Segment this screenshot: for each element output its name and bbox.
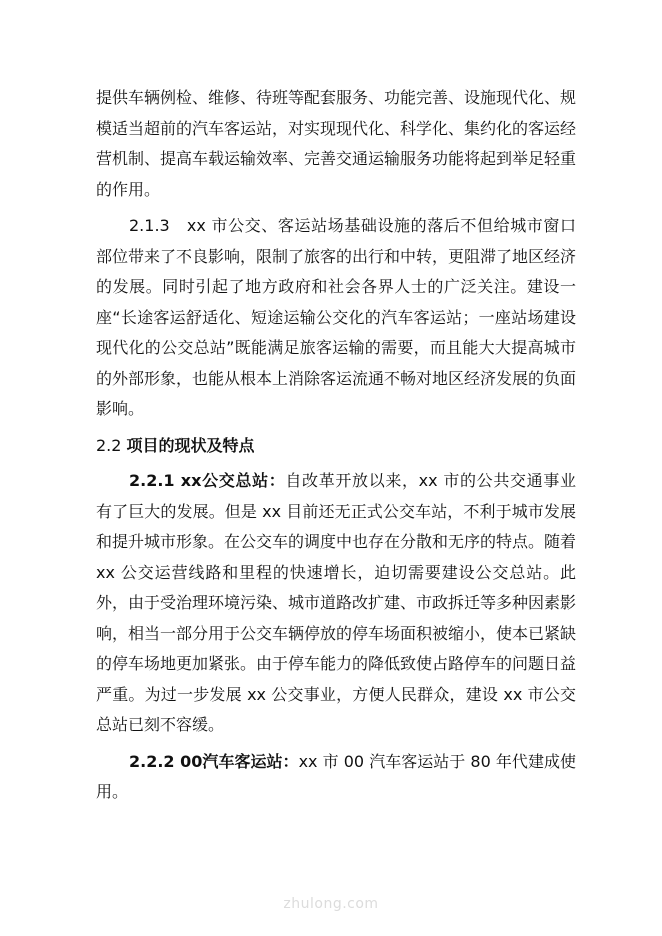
- document-body: [96, 83, 576, 808]
- section-number: 2.2: [96, 435, 122, 455]
- paragraph-1: 提供车辆例检、维修、待班等配套服务、功能完善、设施现代化、规模适当超前的汽车客运站，对实现现代化、科学化、集约化的客运经营机制、提高车载运输效率、完善交通运输服务功能将起到举足轻重的作用。: [96, 88, 577, 199]
- paragraph-2-1-3: 2.1.3 xx 市公交、客运站场基础设施的落后不但给城市窗口部位带来了不良影响，限制了旅客的出行和中转，更阻滞了地区经济的发展。同时引起了地方政府和社会各界人士的广泛关注。建设一座“长途客运舒适化、短途运输公交化的汽车客运站；一座站场建设现代化的公交总站”既能满足旅客运输的需要，而且能大大提高城市的外部形象，也能从根本上消除客运流通不畅对地区经济发展的负面影响。: [96, 216, 577, 418]
- paragraph-2-2-1-text: 自改革开放以来，xx 市的公共交通事业有了巨大的发展。但是 xx 目前还无正式公交车站，不利于城市发展和提升城市形象。在公交车的调度中也存在分散和无序的特点。随着 xx 公交运营线路和里程的快速增长，迫切需要建设公交总站。此外，由于受治理环境污染、城市道路改扩建、市政拆迁等多种因素影响，相当一部分用于公交车辆停放的停车场面积被缩小，使本已紧缺的停车场地更加紧张。由于停车能力的降低致使占路停车的问题日益严重。为过一步发展 xx 公交事业，方便人民群众，建设 xx 市公交总站已刻不容缓。: [96, 471, 577, 734]
- paragraph-2-2-2-text: xx 市 00 汽车客运站于 80 年代建成使用。: [96, 751, 576, 801]
- paragraph-2-2-2: [96, 747, 576, 808]
- watermark: zhulong.com: [283, 896, 379, 912]
- subsection-label-2-2-1: 2.2.1 xx公交总站：: [129, 471, 286, 490]
- section-heading-2-2: [96, 431, 576, 462]
- paragraph-2-2-1: [96, 466, 576, 741]
- section-title: 项目的现状及特点: [126, 435, 255, 455]
- subsection-label-2-2-2: 2.2.2 00汽车客运站：: [129, 751, 299, 771]
